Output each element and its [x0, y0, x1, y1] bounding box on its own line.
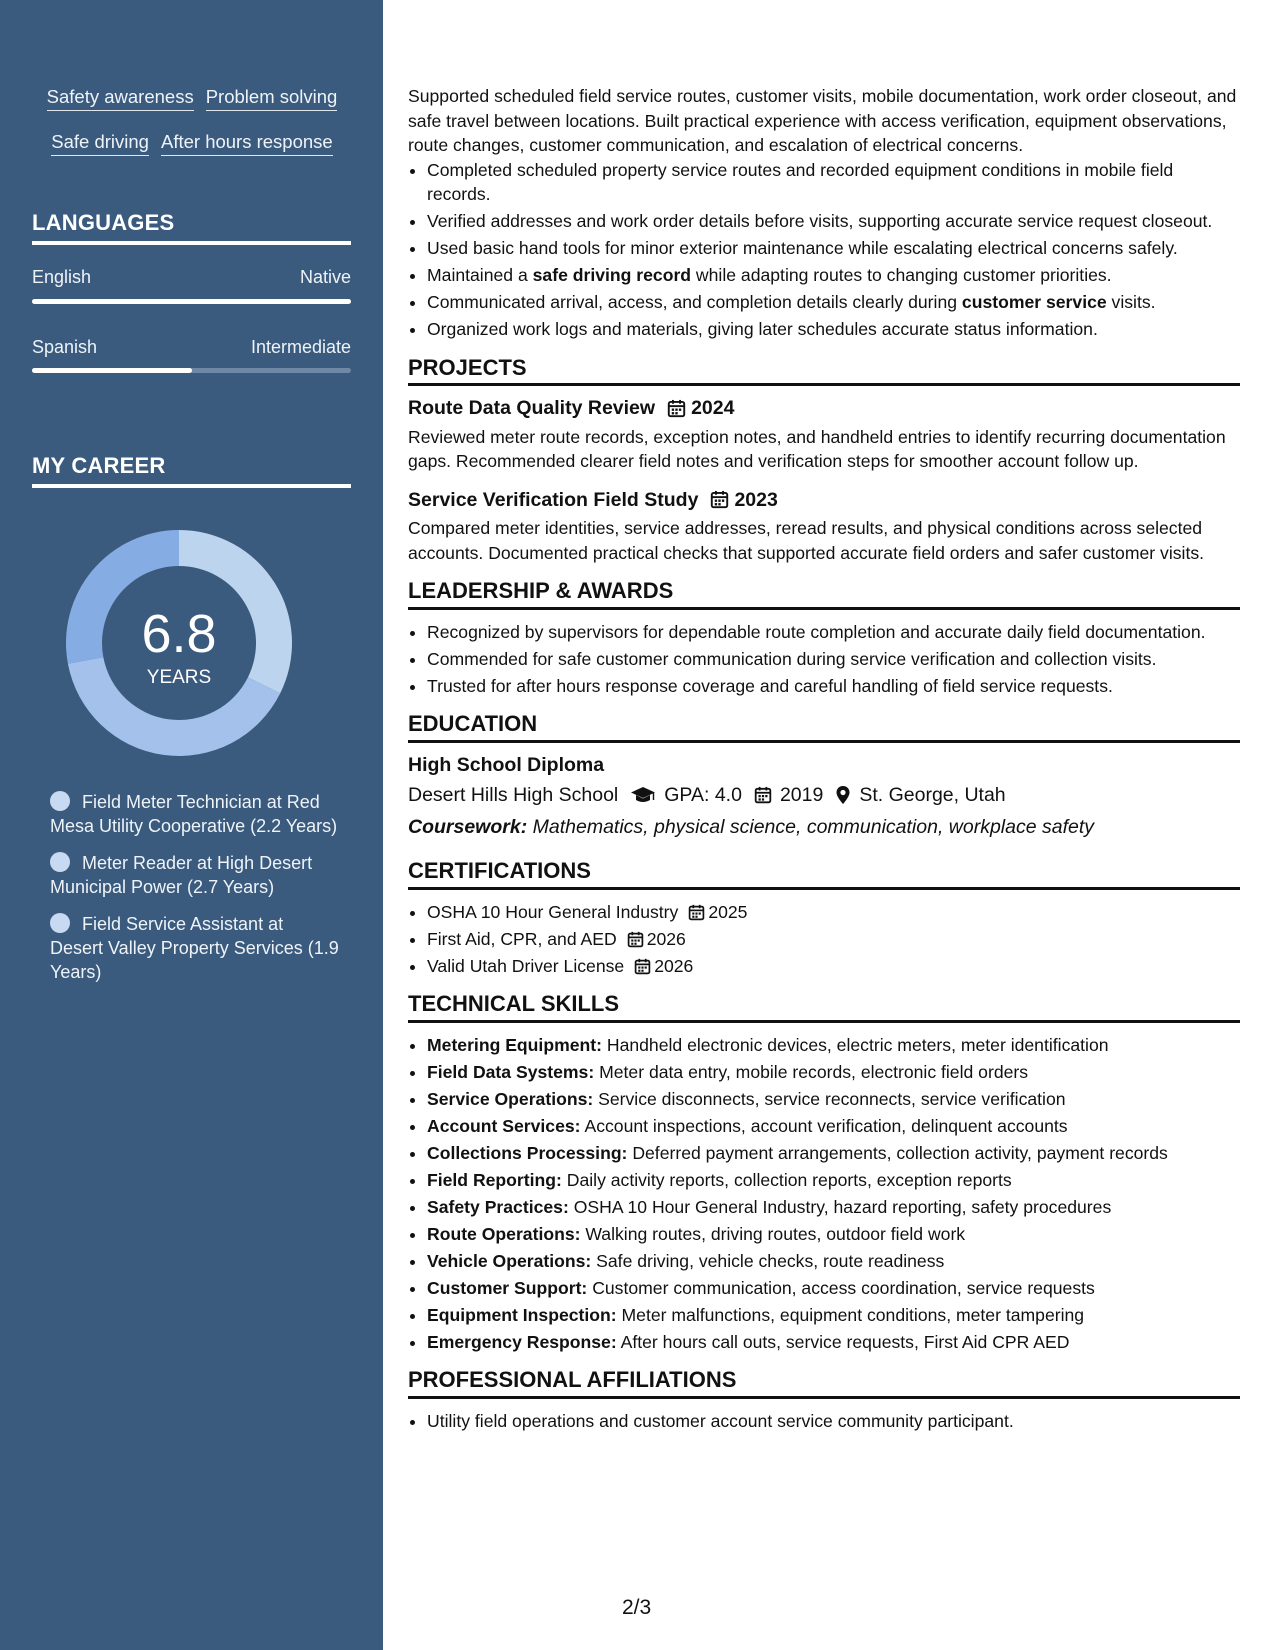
career-item [50, 790, 340, 838]
bullet-text: Communicated arrival, access, and completion details clearly during [427, 292, 962, 312]
bullet-dot [50, 852, 70, 872]
bullet-text: while adapting routes to changing customer priorities. [691, 265, 1112, 285]
experience-bullet: • Completed scheduled property service routes and recorded equipment conditions in mobile field records. [427, 158, 1240, 207]
calendar-icon [688, 904, 705, 921]
skill-description: OSHA 10 Hour General Industry, hazard reporting, safety procedures [573, 1196, 1112, 1217]
career-item [50, 851, 340, 899]
project-year: 2023 [734, 488, 778, 511]
experience-bullet: • Used basic hand tools for minor exterior maintenance while escalating electrical concerns safely. [427, 236, 1240, 261]
projects-heading: PROJECTS [408, 356, 1240, 387]
skill-category: Account Services: [427, 1115, 581, 1136]
skill-category: Field Reporting: [427, 1169, 562, 1190]
certifications-list [408, 900, 1240, 979]
affiliations-heading: PROFESSIONAL AFFILIATIONS [408, 1368, 1240, 1399]
technical-skill-item [427, 1033, 1240, 1058]
bullet-dot [50, 913, 70, 933]
language-bar-english [32, 299, 351, 304]
certification-item [427, 954, 1240, 979]
school-location: St. George, Utah [859, 784, 1006, 806]
career-item [50, 912, 340, 984]
skill-description: Service disconnects, service reconnects, service verification [598, 1088, 1066, 1109]
language-bar-fill [32, 299, 351, 304]
project-description: Compared meter identities, service addresses, reread results, and physical conditions across selected accounts. Documented practical checks that supported accurate field orders and safer customer visits. [408, 518, 1205, 563]
leadership-item: • Commended for safe customer communication during service verification and collection visits. [427, 647, 1240, 672]
language-english [32, 267, 351, 288]
school-name: Desert Hills High School [408, 784, 619, 806]
certifications-heading: CERTIFICATIONS [408, 859, 1240, 890]
education-heading: EDUCATION [408, 712, 1240, 743]
technical-skill-item [427, 1114, 1240, 1139]
experience-bullet [427, 263, 1240, 288]
career-item-text: Field Service Assistant at Desert Valley Property Services (1.9 Years) [50, 914, 339, 982]
project-title: Route Data Quality Review [408, 397, 656, 419]
language-name: English [32, 267, 92, 287]
degree: High School Diploma [408, 753, 605, 776]
skill-description: Safe driving, vehicle checks, route readiness [596, 1250, 945, 1271]
bullet-emphasis: safe driving record [532, 265, 692, 285]
skill-tag: After hours response [161, 131, 333, 156]
skill-tag: Problem solving [206, 86, 338, 111]
skill-category: Vehicle Operations: [427, 1250, 592, 1271]
experience-bullet: • Verified addresses and work order details before visits, supporting accurate service request closeout. [427, 209, 1240, 234]
certification-item [427, 900, 1240, 925]
project-title-row [408, 396, 1240, 421]
graduation-year: 2019 [779, 784, 824, 806]
technical-skill-item [427, 1276, 1240, 1301]
skill-description: Daily activity reports, collection reports, exception reports [566, 1169, 1012, 1190]
experience-bullet: • Organized work logs and materials, giving later schedules accurate status information. [427, 317, 1240, 342]
skill-tags-row-2 [32, 131, 352, 156]
calendar-icon [710, 490, 729, 509]
experience-bullet [427, 290, 1240, 315]
career-heading: MY CAREER [32, 453, 351, 488]
skill-category: Field Data Systems: [427, 1061, 595, 1082]
technical-skill-item [427, 1303, 1240, 1328]
coursework-text: Mathematics, physical science, communication, workplace safety [532, 815, 1095, 838]
technical-skill-item [427, 1249, 1240, 1274]
technical-skill-item [427, 1168, 1240, 1193]
page-number: 2/3 [622, 1596, 652, 1619]
certification-name: Valid Utah Driver License [427, 955, 625, 976]
career-item-text: Meter Reader at High Desert Municipal Power (2.7 Years) [50, 853, 313, 897]
skill-tag: Safe driving [51, 131, 149, 156]
location-pin-icon [835, 785, 851, 805]
career-donut-chart [66, 530, 292, 756]
experience-summary: Supported scheduled field service routes, customer visits, mobile documentation, work order closeout, and safe travel between locations. Built practical experience with access verification, equipment observations, route changes, customer communication, and escalation of electrical concerns. [408, 86, 1237, 155]
technical-skill-item [427, 1141, 1240, 1166]
skill-description: Meter malfunctions, equipment conditions, meter tampering [621, 1304, 1085, 1325]
career-unit: YEARS [146, 667, 212, 688]
experience-bullets [408, 158, 1240, 342]
leadership-item: • Recognized by supervisors for dependable route completion and accurate daily field documentation. [427, 620, 1240, 645]
project-year: 2024 [691, 397, 735, 419]
project-description: Reviewed meter route records, exception notes, and handheld entries to identify recurring documentation gaps. Recommended clearer field notes and verification steps for smoother account follow up. [408, 426, 1226, 471]
main-content [408, 84, 1240, 1436]
certification-year: 2026 [646, 928, 686, 949]
calendar-icon [667, 399, 686, 418]
calendar-icon [634, 958, 651, 975]
project-title-row [408, 488, 1240, 513]
technical-skills-heading: TECHNICAL SKILLS [408, 992, 1240, 1023]
skill-description: Account inspections, account verification, delinquent accounts [584, 1115, 1068, 1136]
education-details [408, 783, 1240, 808]
technical-skill-item [427, 1195, 1240, 1220]
certification-year: 2025 [708, 901, 748, 922]
career-list [50, 790, 340, 997]
certification-item [427, 927, 1240, 952]
bullet-text: Maintained a [427, 265, 533, 285]
technical-skill-item [427, 1060, 1240, 1085]
coursework-label: Coursework: [408, 815, 528, 838]
skill-category: Metering Equipment: [427, 1034, 602, 1055]
languages-heading: LANGUAGES [32, 210, 351, 245]
technical-skill-item [427, 1222, 1240, 1247]
skill-description: Walking routes, driving routes, outdoor field work [585, 1223, 966, 1244]
skill-category: Customer Support: [427, 1277, 588, 1298]
graduation-cap-icon [630, 785, 656, 805]
skill-category: Collections Processing: [427, 1142, 628, 1163]
skill-description: Handheld electronic devices, electric meters, meter identification [606, 1034, 1109, 1055]
skill-tags-row-1 [32, 86, 352, 111]
sidebar [0, 0, 383, 1650]
technical-skill-item [427, 1087, 1240, 1112]
technical-skill-item [427, 1330, 1240, 1355]
language-bar-spanish [32, 368, 351, 373]
gpa: GPA: 4.0 [664, 784, 742, 806]
career-total: 6.8 [141, 604, 217, 664]
affiliations-list [408, 1409, 1240, 1434]
calendar-icon [754, 786, 772, 804]
skill-description: Deferred payment arrangements, collection activity, payment records [632, 1142, 1168, 1163]
bullet-text: visits. [1106, 292, 1156, 312]
bullet-emphasis: customer service [961, 292, 1107, 312]
skill-category: Safety Practices: [427, 1196, 569, 1217]
skill-description: Meter data entry, mobile records, electronic field orders [599, 1061, 1029, 1082]
language-bar-fill [32, 368, 192, 373]
skill-category: Emergency Response: [427, 1331, 617, 1352]
certification-name: OSHA 10 Hour General Industry [427, 901, 679, 922]
leadership-heading: LEADERSHIP & AWARDS [408, 579, 1240, 610]
project-title: Service Verification Field Study [408, 488, 699, 511]
certification-year: 2026 [654, 955, 694, 976]
skill-tag: Safety awareness [47, 86, 194, 111]
career-item-text: Field Meter Technician at Red Mesa Utility Cooperative (2.2 Years) [50, 792, 338, 836]
technical-skills-list [408, 1033, 1240, 1355]
skill-description: Customer communication, access coordination, service requests [592, 1277, 1095, 1298]
language-level: Intermediate [250, 337, 351, 357]
language-level: Native [299, 267, 351, 287]
skill-category: Route Operations: [427, 1223, 581, 1244]
skill-description: After hours call outs, service requests, First Aid CPR AED [620, 1331, 1070, 1352]
skill-category: Service Operations: [427, 1088, 594, 1109]
coursework [408, 815, 1240, 840]
bullet-dot [50, 791, 70, 811]
language-spanish [32, 337, 351, 358]
leadership-item: • Trusted for after hours response coverage and careful handling of field service requests. [427, 674, 1240, 699]
skill-category: Equipment Inspection: [427, 1304, 617, 1325]
language-name: Spanish [32, 337, 98, 357]
leadership-list [408, 620, 1240, 699]
calendar-icon [627, 931, 644, 948]
certification-name: First Aid, CPR, and AED [427, 928, 617, 949]
affiliation-item: • Utility field operations and customer account service community participant. [427, 1409, 1240, 1434]
